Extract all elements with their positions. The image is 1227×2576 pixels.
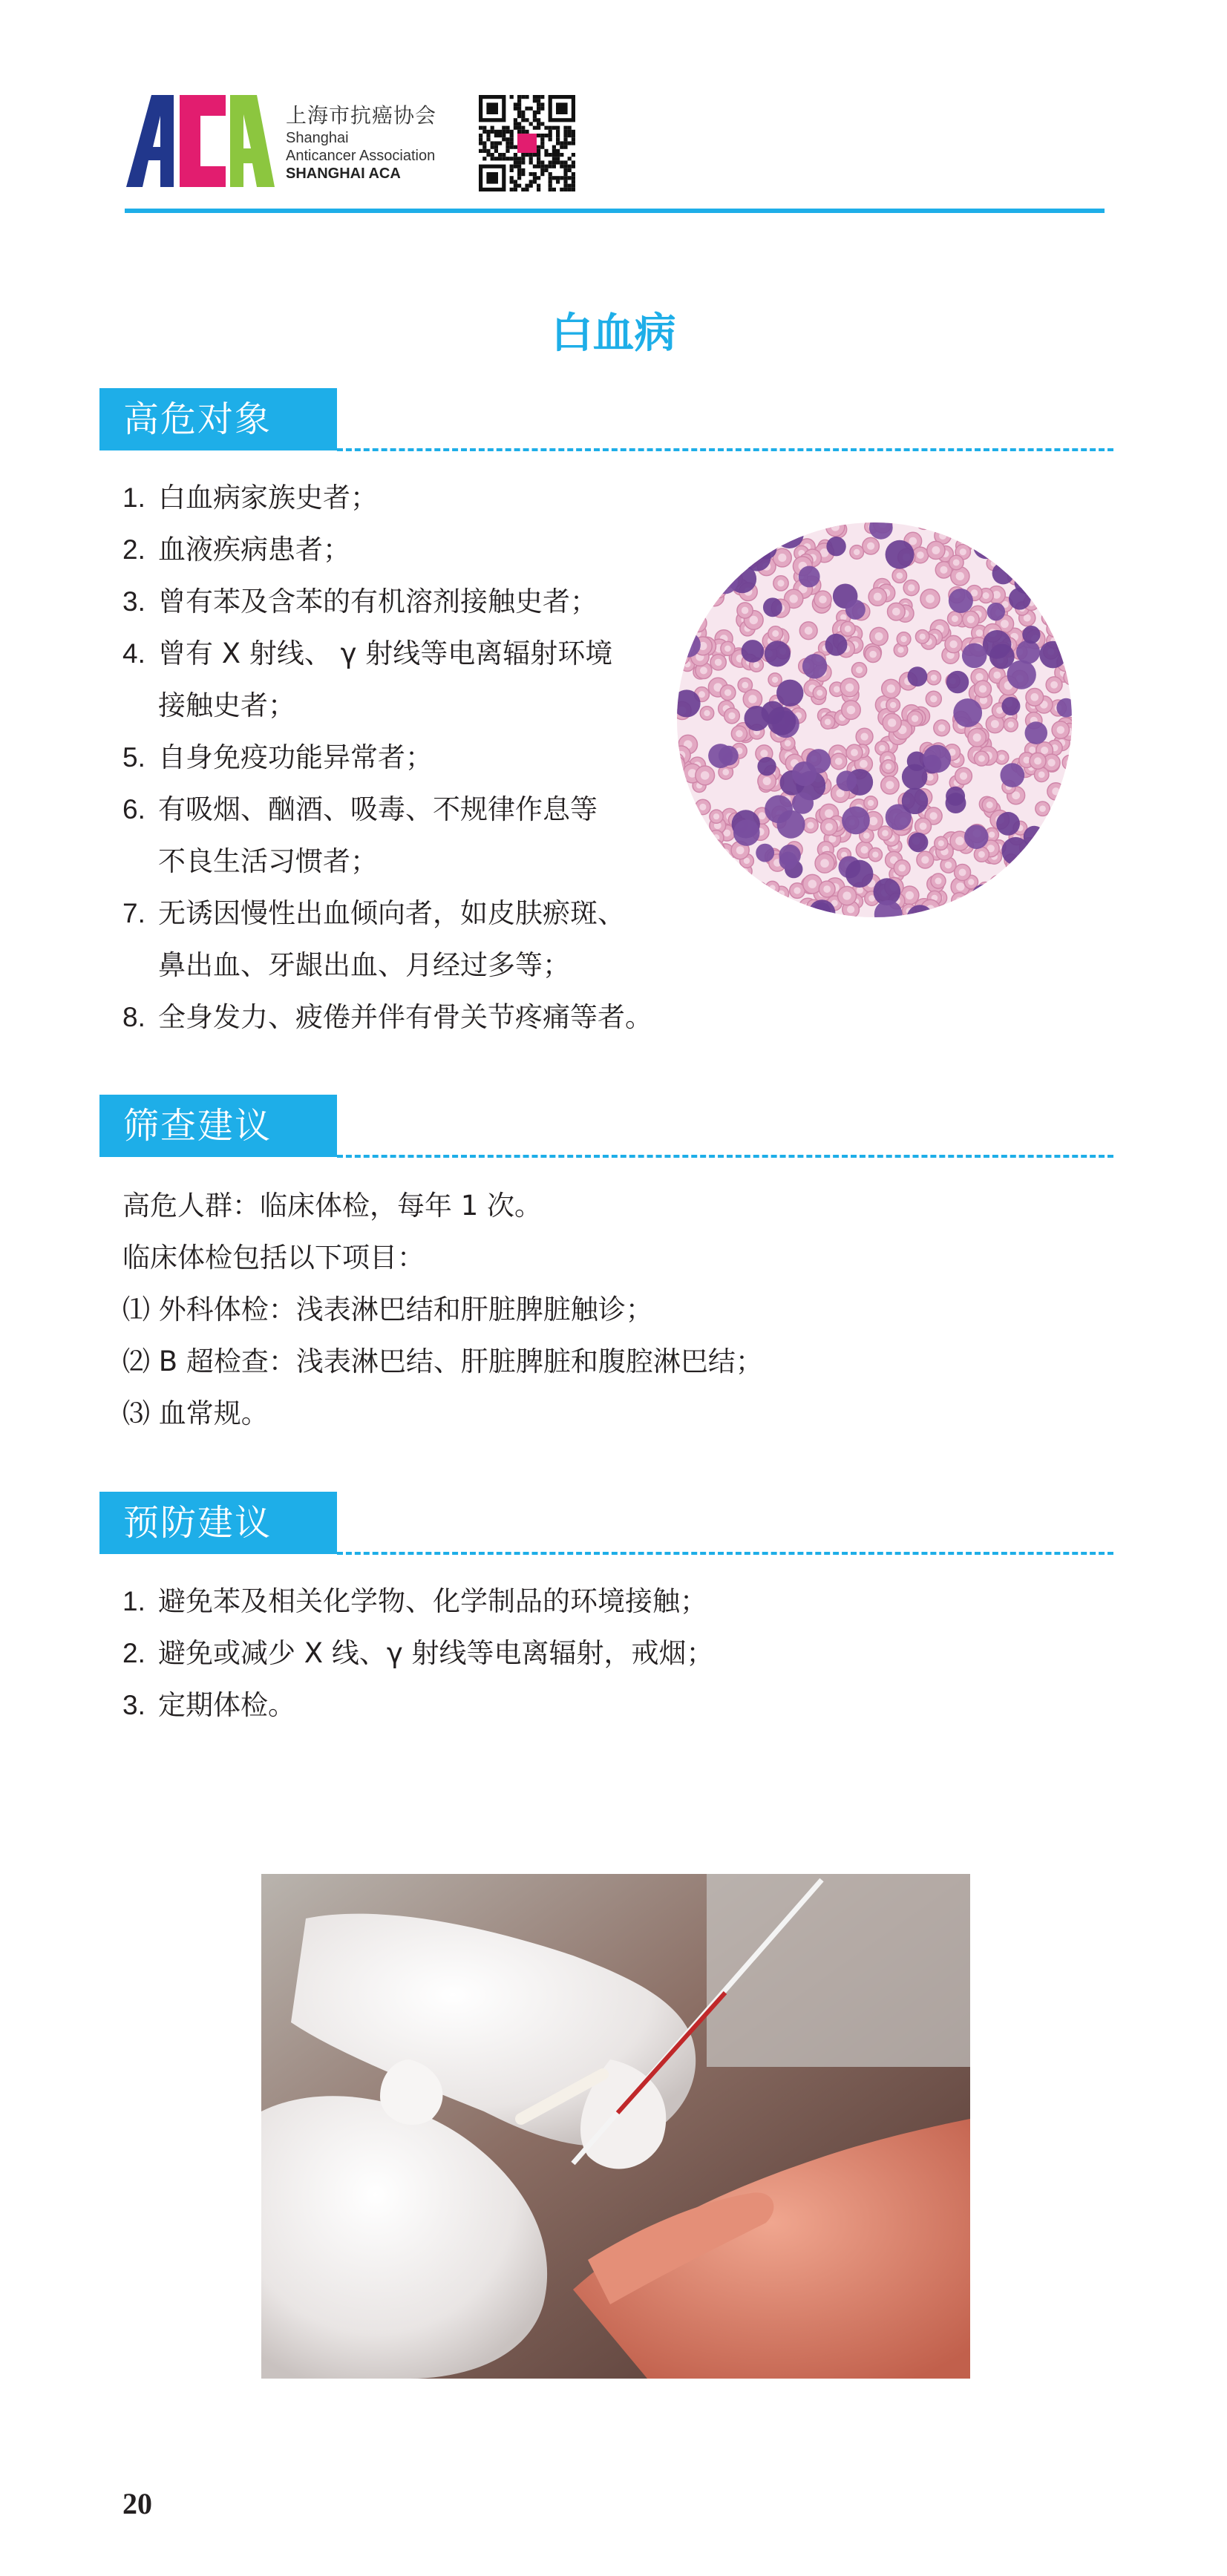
item-text: 避免或减少 X 线、γ 射线等电离辐射，戒烟； (158, 1637, 714, 1669)
item-number: 7. (122, 898, 145, 928)
list-item (122, 628, 612, 680)
item-text: 有吸烟、酗酒、吸毒、不规律作息等 (158, 793, 598, 825)
list-item (122, 472, 378, 524)
aca-logo (126, 95, 275, 187)
qr-code (479, 95, 575, 191)
blood-smear-image (674, 520, 1075, 920)
list-item (122, 1679, 295, 1731)
screening-line: 临床体检包括以下项目： (122, 1242, 425, 1274)
section-divider (337, 448, 1113, 451)
list-item-continuation: 鼻出血、牙龈出血、月经过多等； (158, 949, 570, 981)
org-name-en-line2: Anticancer Association (286, 148, 436, 164)
page-title: 白血病 (551, 309, 676, 358)
section-heading-prevention: 预防建议 (99, 1492, 337, 1554)
item-text: 血液疾病患者； (158, 534, 350, 566)
item-text: 全身发力、疲倦并伴有骨关节疼痛等者。 (158, 1001, 652, 1033)
item-text: 定期体检。 (158, 1689, 295, 1721)
section-divider (337, 1552, 1113, 1555)
org-name-cn: 上海市抗癌协会 (286, 103, 437, 128)
list-item (122, 524, 350, 576)
item-text: 曾有苯及含苯的有机溶剂接触史者； (158, 586, 598, 617)
item-number: 6. (122, 794, 145, 825)
item-text: 白血病家族史者； (158, 482, 378, 514)
list-item (122, 732, 433, 784)
list-item (122, 888, 625, 940)
item-number: 5. (122, 742, 145, 773)
page-number: 20 (122, 2487, 152, 2520)
section-heading-screening: 筛查建议 (99, 1095, 337, 1157)
list-item (122, 1576, 707, 1628)
item-text: 避免苯及相关化学物、化学制品的环境接触； (158, 1585, 707, 1617)
item-number: 3. (122, 1690, 145, 1720)
section-divider (337, 1155, 1113, 1158)
item-text: 无诱因慢性出血倾向者，如皮肤瘀斑、 (158, 897, 625, 929)
header-divider (125, 209, 1105, 213)
item-number: 4. (122, 638, 145, 669)
item-number: 1. (122, 482, 145, 513)
blood-sampling-photo (261, 1874, 970, 2379)
item-number: 2. (122, 534, 145, 565)
org-name-block (286, 99, 479, 183)
list-item (122, 576, 598, 628)
list-item (122, 992, 652, 1043)
item-number: 3. (122, 586, 145, 617)
item-number: 1. (122, 1586, 145, 1616)
item-text: 自身免疫功能异常者； (158, 741, 433, 773)
screening-line: ⑶ 血常规。 (122, 1397, 269, 1429)
section-heading-high-risk: 高危对象 (99, 388, 337, 450)
org-name-en-line3: SHANGHAI ACA (286, 165, 401, 182)
screening-line: ⑴ 外科体检：浅表淋巴结和肝脏脾脏触诊； (122, 1294, 653, 1325)
list-item (122, 1628, 714, 1679)
item-number: 2. (122, 1638, 145, 1668)
list-item-continuation: 不良生活习惯者； (158, 845, 378, 877)
list-item (122, 784, 598, 836)
item-text: 曾有 X 射线、 γ 射线等电离辐射环境 (158, 638, 613, 669)
list-item-continuation: 接触史者； (158, 689, 295, 721)
screening-line: 高危人群：临床体检，每年 1 次。 (122, 1190, 543, 1222)
org-name-en-line1: Shanghai (286, 130, 349, 146)
item-number: 8. (122, 1002, 145, 1032)
screening-line: ⑵ B 超检查：浅表淋巴结、肝脏脾脏和腹腔淋巴结； (122, 1346, 763, 1377)
